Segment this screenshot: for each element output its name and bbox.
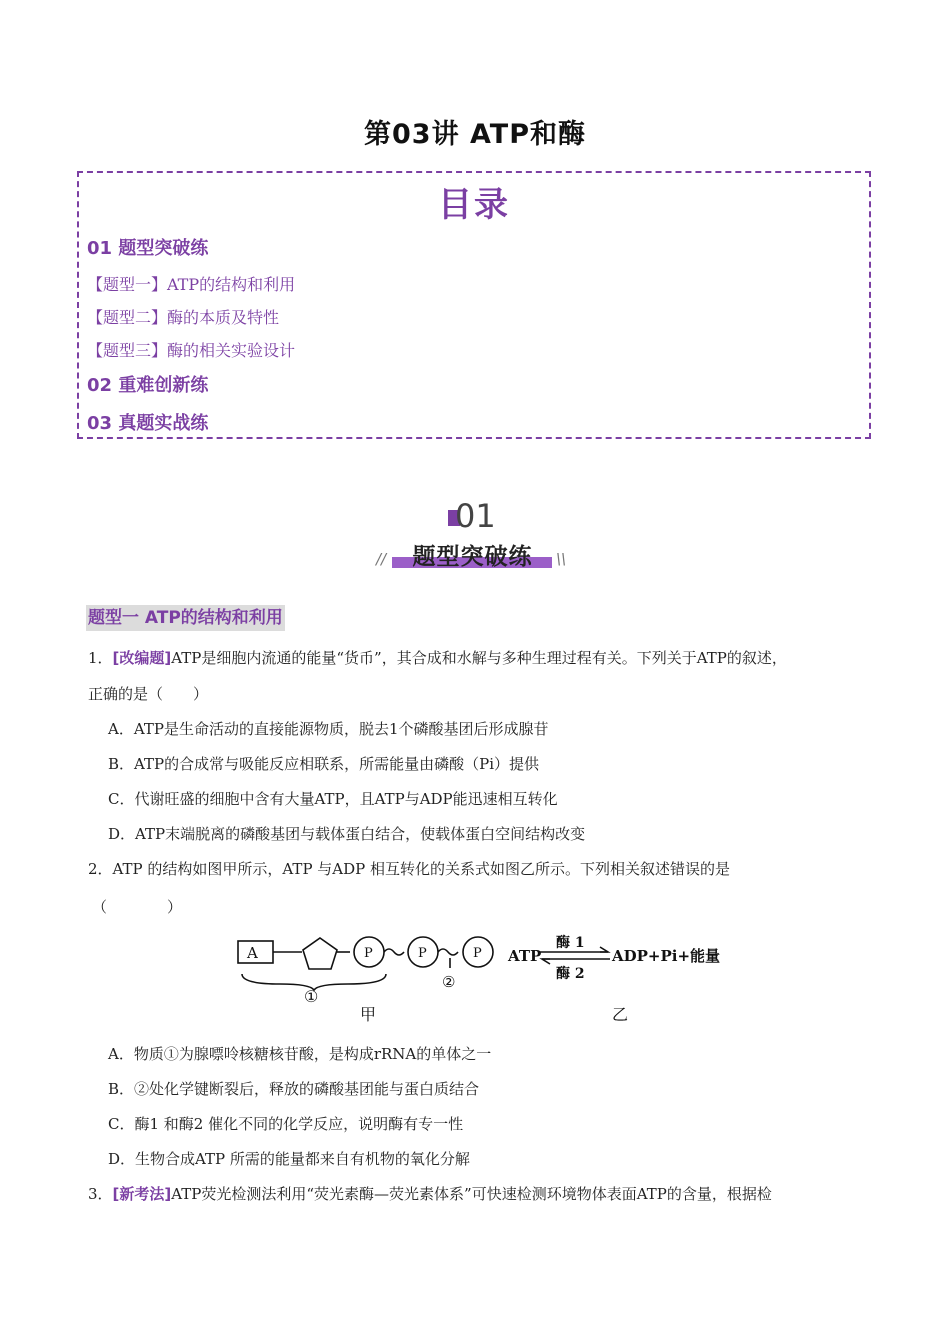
toc-heading: 目录 <box>438 185 510 225</box>
option-a[interactable]: A．ATP是生命活动的直接能源物质，脱去1个磷酸基团后形成腺苷 <box>108 720 549 738</box>
toc-item[interactable]: 02 重难创新练 <box>87 375 209 396</box>
phosphate-label: P <box>473 946 482 961</box>
option-d[interactable]: D．ATP末端脱离的磷酸基团与载体蛋白结合，使载体蛋白空间结构改变 <box>108 825 586 843</box>
section-label: 题型突破练 <box>412 544 533 570</box>
option-b[interactable]: B．ATP的合成常与吸能反应相联系，所需能量由磷酸（Pi）提供 <box>108 755 540 773</box>
question-1-stem <box>88 647 787 668</box>
phosphate-label: P <box>364 946 373 961</box>
toc-item[interactable]: 【题型二】酶的本质及特性 <box>87 308 280 327</box>
question-number: 3． <box>88 1185 113 1203</box>
section-badge <box>370 495 580 585</box>
ribose-pentagon <box>303 938 337 969</box>
section-number: 01 <box>455 497 496 535</box>
marker-1: ① <box>304 987 319 1006</box>
figure-label-jia: 甲 <box>360 1005 377 1024</box>
question-3-stem <box>88 1183 772 1204</box>
option-a[interactable]: A．物质①为腺嘌呤核糖核苷酸，是构成rRNA的单体之一 <box>108 1045 492 1063</box>
enzyme-2-label: 酶 2 <box>556 966 585 982</box>
toc-item[interactable]: 01 题型突破练 <box>87 238 209 259</box>
question-text: ATP荧光检测法利用“荧光素酶—荧光素体系”可快速检测环境物体表面ATP的含量，根据检 <box>171 1185 772 1203</box>
answer-blank: （ ） <box>92 898 183 916</box>
equation-right: ADP+Pi+能量 <box>612 947 721 965</box>
table-of-contents <box>77 171 871 439</box>
question-number: 1． <box>88 649 113 667</box>
question-2-stem: 2．ATP 的结构如图甲所示，ATP 与ADP 相互转化的关系式如图乙所示。下列相关叙述错误的是 <box>88 860 731 878</box>
question-tag: [新考法] <box>112 1185 172 1203</box>
option-b[interactable]: B．②处化学键断裂后，释放的磷酸基团能与蛋白质结合 <box>108 1080 480 1098</box>
phosphate-label: P <box>418 946 427 961</box>
toc-item[interactable]: 【题型三】酶的相关实验设计 <box>87 341 296 360</box>
enzyme-1-label: 酶 1 <box>556 935 585 951</box>
figure-label-yi: 乙 <box>612 1005 629 1024</box>
slash-decoration: \\ <box>556 550 567 568</box>
option-c[interactable]: C．代谢旺盛的细胞中含有大量ATP，且ATP与ADP能迅速相互转化 <box>108 790 558 808</box>
question-text: 正确的是（ ） <box>88 685 209 703</box>
option-c[interactable]: C．酶1 和酶2 催化不同的化学反应，说明酶有专一性 <box>108 1115 464 1133</box>
type-heading: 题型一 ATP的结构和利用 <box>86 605 285 631</box>
question-tag: [改编题] <box>112 649 172 667</box>
question-text: ATP是细胞内流通的能量“货币”，其合成和水解与多种生理过程有关。下列关于ATP的叙述， <box>171 649 787 667</box>
page-title: 第03讲 ATP和酶 <box>364 119 586 150</box>
atp-structure-figure <box>232 928 732 1028</box>
option-d[interactable]: D．生物合成ATP 所需的能量都来自有机物的氧化分解 <box>108 1150 470 1168</box>
equation-left: ATP <box>508 947 542 965</box>
toc-item[interactable]: 03 真题实战练 <box>87 413 209 434</box>
slash-decoration: // <box>376 550 387 568</box>
toc-item[interactable]: 【题型一】ATP的结构和利用 <box>87 275 296 294</box>
marker-2: ② <box>442 973 456 991</box>
adenine-label: A <box>247 944 258 962</box>
